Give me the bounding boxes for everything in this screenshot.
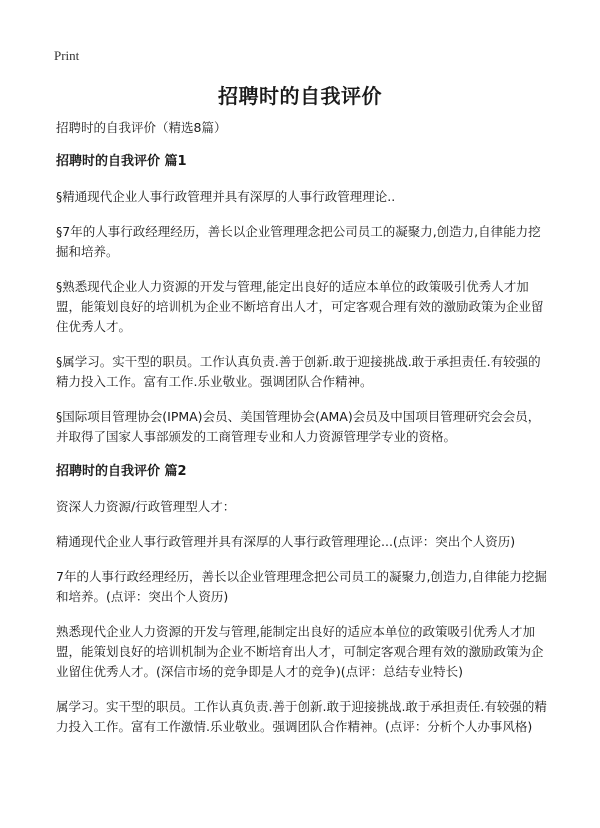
paragraph: §精通现代企业人事行政管理并具有深厚的人事行政管理理论.. <box>56 189 396 204</box>
paragraph: §熟悉现代企业人力资源的开发与管理,能定出良好的适应本单位的政策吸引优秀人才加盟，能策划良好的培训机为企业不断培育出人才，可定客观合理有效的激励政策为企业留住优秀人才。 <box>56 279 544 334</box>
article-subtitle: 招聘时的自我评价（精选8篇） <box>56 120 227 135</box>
paragraph: 属学习。实干型的职员。工作认真负责.善于创新.敢于迎接挑战.敢于承担责任.有较强的精力投入工作。富有工作激情.乐业敬业。强调团队合作精神。(点评：分析个人办事风格) <box>56 699 547 734</box>
paragraph: 资深人力资源/行政管理型人才： <box>56 499 236 514</box>
paragraph: 熟悉现代企业人力资源的开发与管理,能制定出良好的适应本单位的政策吸引优秀人才加盟，能策划良好的培训机制为企业不断培育出人才，可制定客观合理有效的激励政策为企业留住优秀人才。(深信市场的竞争即是人才的竞争)(点评：总结专业特长) <box>56 624 544 679</box>
print-link[interactable]: Print <box>54 48 80 63</box>
page-title: 招聘时的自我评价 <box>218 84 382 108</box>
section-heading-2: 招聘时的自我评价 篇2 <box>56 464 187 479</box>
article-body <box>56 118 552 752</box>
paragraph: 7年的人事行政经理经历，善长以企业管理理念把公司员工的凝聚力,创造力,自律能力挖掘和培养。(点评：突出个人资历) <box>56 569 547 604</box>
paragraph: §属学习。实干型的职员。工作认真负责.善于创新.敢于迎接挑战.敢于承担责任.有较强的精力投入工作。富有工作.乐业敬业。强调团队合作精神。 <box>56 354 541 389</box>
paragraph: §7年的人事行政经理经历，善长以企业管理理念把公司员工的凝聚力,创造力,自律能力挖掘和培养。 <box>56 224 541 259</box>
paragraph: §国际项目管理协会(IPMA)会员、美国管理协会(AMA)会员及中国项目管理研究会会员，并取得了国家人事部颁发的工商管理专业和人力资源管理学专业的资格。 <box>56 409 541 444</box>
paragraph: 精通现代企业人事行政管理并具有深厚的人事行政管理理论...(点评：突出个人资历) <box>56 534 516 549</box>
section-heading-1: 招聘时的自我评价 篇1 <box>56 154 187 169</box>
